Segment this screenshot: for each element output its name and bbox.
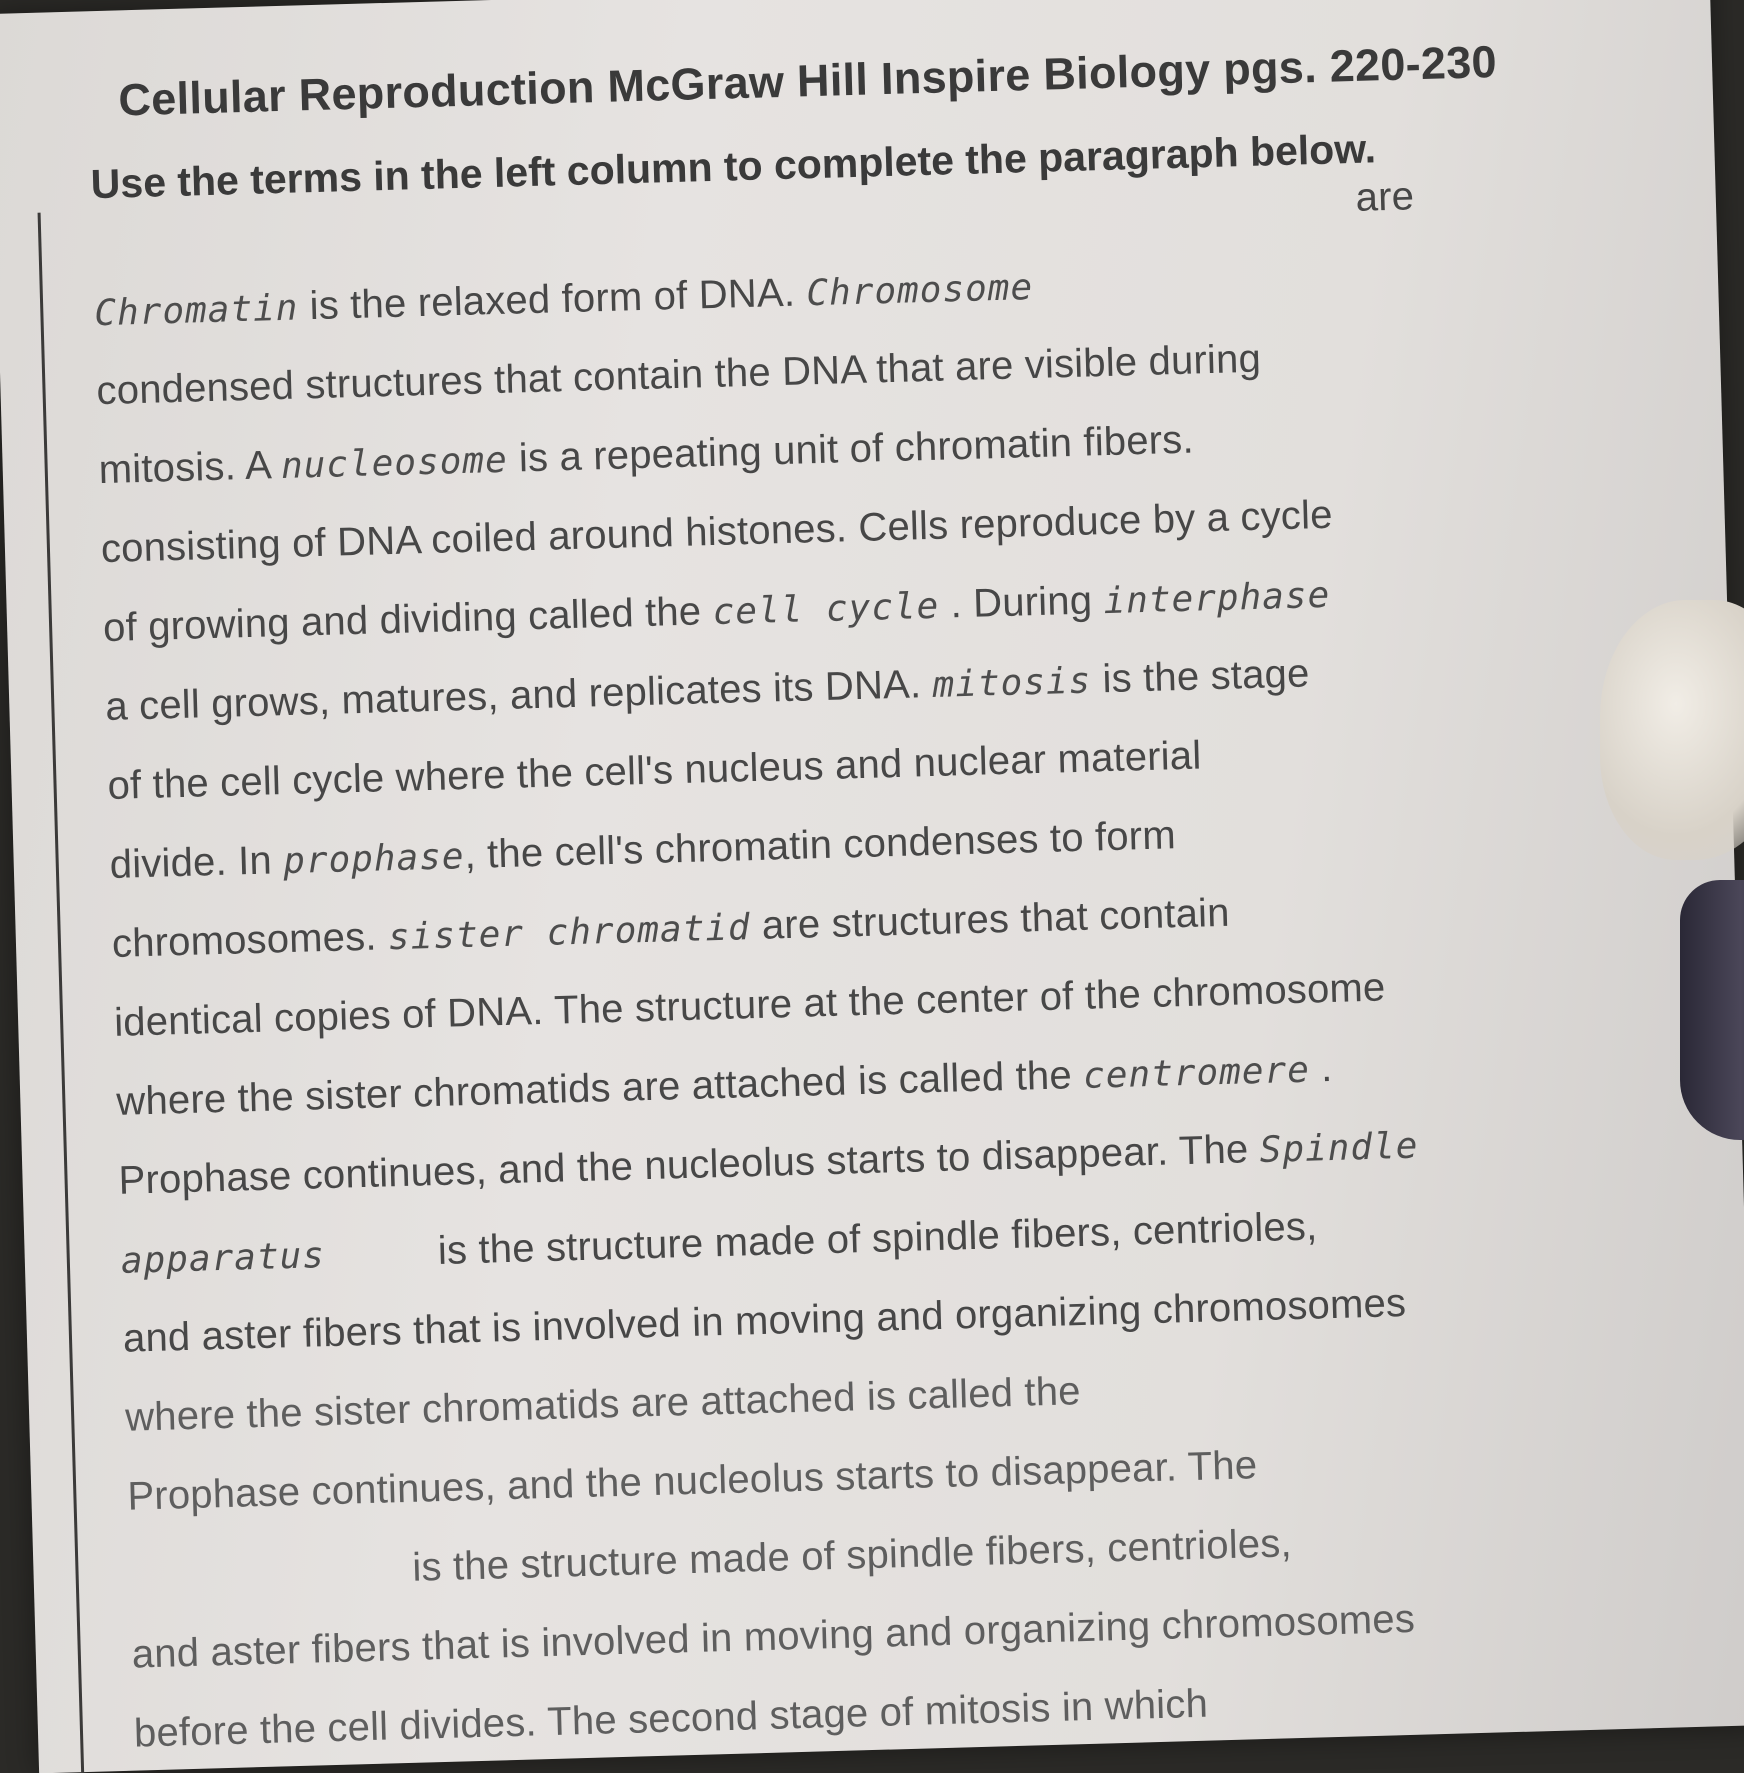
- margin-line: [38, 213, 85, 1772]
- paragraph-line: [127, 1443, 1258, 1520]
- printed-text: of the cell cycle where the cell's nucleus and nuclear material: [106, 733, 1202, 809]
- printed-text: and aster fibers that is involved in moving and organizing chromosomes: [131, 1596, 1416, 1677]
- handwritten-answer: mitosis: [932, 660, 1092, 706]
- printed-text: , the cell's chromatin condenses to form: [463, 813, 1177, 878]
- paragraph-line: [131, 1597, 1415, 1678]
- instructions: Use the terms in the left column to complete the paragraph below.: [90, 125, 1377, 208]
- handwritten-answer: cell cycle: [712, 585, 940, 634]
- handwritten-answer: prophase: [282, 836, 466, 883]
- paragraph-line: [1355, 174, 1415, 221]
- printed-text: condensed structures that contain the DNA that are visible during: [95, 336, 1262, 414]
- printed-text: divide. In: [109, 838, 284, 887]
- printed-text: mitosis. A: [98, 443, 282, 493]
- paragraph-line: [103, 572, 1331, 651]
- paragraph-line: [116, 1046, 1333, 1125]
- paragraph-line: [98, 418, 1194, 494]
- paragraph-line: [129, 1521, 1292, 1598]
- printed-text: before the cell divides. The second stage of mitosis in which: [133, 1681, 1209, 1756]
- sleeve: [1680, 880, 1744, 1140]
- paragraph-line: [105, 651, 1310, 730]
- printed-text: a cell grows, matures, and replicates its DNA.: [104, 661, 934, 730]
- paragraph-line: [114, 965, 1386, 1045]
- printed-text: identical copies of DNA. The structure at the center of the chromosome: [113, 965, 1386, 1045]
- printed-text: of growing and dividing called the: [102, 589, 714, 651]
- printed-text: is the stage: [1090, 651, 1311, 702]
- handwritten-answer: sister chromatid: [387, 907, 752, 959]
- paragraph-line: [96, 337, 1262, 415]
- printed-text: where the sister chromatids are attached is called the: [124, 1369, 1082, 1440]
- handwritten-answer: apparatus: [120, 1235, 326, 1282]
- printed-text: is the structure made of spindle fibers, centrioles,: [129, 1521, 1293, 1598]
- paragraph-line: [111, 891, 1230, 967]
- printed-text: is the structure made of spindle fibers, centrioles,: [324, 1204, 1318, 1277]
- printed-text: are: [1355, 174, 1415, 220]
- paragraph-line: [120, 1204, 1318, 1282]
- paragraph-line: [133, 1682, 1208, 1757]
- printed-text: is a repeating unit of chromatin fibers.: [507, 417, 1195, 481]
- paragraph-line: [125, 1369, 1082, 1441]
- handwritten-answer: centromere: [1082, 1049, 1311, 1097]
- paragraph-line: [107, 733, 1202, 809]
- paragraph-line: [122, 1281, 1406, 1362]
- printed-text: Prophase continues, and the nucleolus starts to disappear. The: [118, 1126, 1261, 1203]
- handwritten-answer: Chromatin: [93, 287, 299, 335]
- handwritten-answer: Chromosome: [805, 266, 1034, 315]
- handwritten-answer: nucleosome: [280, 439, 509, 488]
- printed-text: chromosomes.: [111, 914, 389, 966]
- printed-text: and aster fibers that is involved in moving and organizing chromosomes: [122, 1280, 1407, 1361]
- handwritten-answer: interphase: [1102, 574, 1331, 623]
- printed-text: is the relaxed form of DNA.: [297, 270, 807, 329]
- printed-text: Prophase continues, and the nucleolus starts to disappear. The: [126, 1443, 1258, 1519]
- paragraph-line: [100, 493, 1333, 572]
- printed-text: consisting of DNA coiled around histones. Cells reproduce by a cycle: [100, 492, 1334, 572]
- paragraph-line: [109, 813, 1176, 888]
- printed-text: are structures that contain: [749, 890, 1231, 949]
- paragraph-line: [118, 1123, 1419, 1204]
- thumb: [1600, 600, 1744, 860]
- worksheet-title: Cellular Reproduction McGraw Hill Inspire Biology pgs. 220-230: [117, 35, 1498, 126]
- paragraph-line: [94, 264, 1034, 335]
- printed-text: . During: [938, 578, 1105, 627]
- printed-text: .: [1309, 1045, 1334, 1091]
- handwritten-answer: Spindle: [1259, 1125, 1419, 1171]
- printed-text: where the sister chromatids are attached is called the: [115, 1052, 1084, 1124]
